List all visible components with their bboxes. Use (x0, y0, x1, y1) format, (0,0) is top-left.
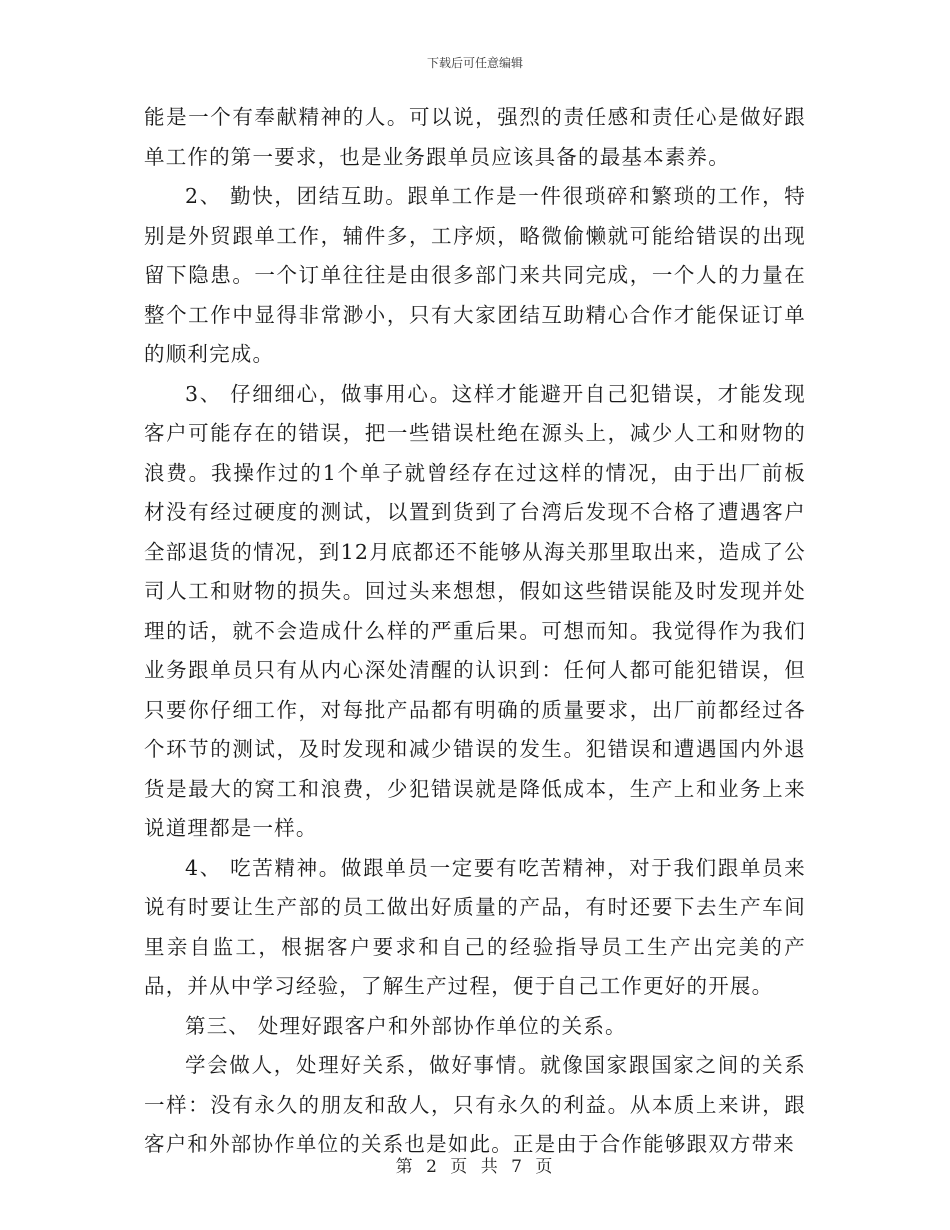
page-footer (0, 1152, 950, 1177)
paragraph-relations: 学会做人，处理好关系，做好事情。就像国家跟国家之间的关系一样：没有永久的朋友和敌人，只有永久的利益。从本质上来讲，跟客户和外部协作单位的关系也是如此。正是由于合作能够跟双方带来 (144, 1053, 806, 1156)
page-header: 下载后可任意编辑 (426, 56, 523, 70)
paragraph-point-2: 2、 勤快，团结互助。跟单工作是一件很琐碎和繁琐的工作，特别是外贸跟单工作，辅件多，工序烦，略微偷懒就可能给错误的出现留下隐患。一个订单往往是由很多部门来共同完成，一个人的力量在整个工作中显得非常渺小，只有大家团结互助精心合作才能保证订单的顺利完成。 (144, 184, 806, 366)
page-label-mid1: 页 (450, 1157, 470, 1177)
section-heading-third: 第三、 处理好跟客户和外部协作单位的关系。 (185, 1013, 627, 1038)
paragraph-point-3: 3、 仔细细心，做事用心。这样才能避开自己犯错误，才能发现客户可能存在的错误，把一些错误杜绝在源头上，减少人工和财物的浪费。我操作过的1个单子就曾经存在过这样的情况，由于出厂前板材没有经过硬度的测试，以置到货到了台湾后发现不合格了遭遇客户全部退货的情况，到12月底都还不能够从海关那里取出来，造成了公司人工和财物的损失。回过头来想想，假如这些错误能及时发现并处理的话，就不会造成什么样的严重后果。可想而知。我觉得作为我们业务跟单员只有从内心深处清醒的认识到：任何人都可能犯错误，但只要你仔细工作，对每批产品都有明确的质量要求，出厂前都经过各个环节的测试，及时发现和减少错误的发生。犯错误和遭遇国内外退货是最大的窝工和浪费，少犯错误就是降低成本，生产上和业务上来说道理都是一样。 (144, 381, 806, 840)
current-page-number: 2 (426, 1157, 439, 1177)
paragraph-point-4: 4、 吃苦精神。做跟单员一定要有吃苦精神，对于我们跟单员来说有时要让生产部的员工做出好质量的产品，有时还要下去生产车间里亲自监工，根据客户要求和自己的经验指导员工生产出完美的产品，并从中学习经验，了解生产过程，便于自己工作更好的开展。 (144, 855, 806, 998)
total-page-number: 7 (511, 1157, 524, 1177)
page-label-suffix: 页 (535, 1157, 555, 1177)
page-label-prefix: 第 (395, 1157, 415, 1177)
page-label-mid2: 共 (480, 1157, 500, 1177)
document-body (144, 98, 806, 1165)
paragraph-continuation: 能是一个有奉献精神的人。可以说，强烈的责任感和责任心是做好跟单工作的第一要求，也是业务跟单员应该具备的最基本素养。 (144, 105, 806, 169)
